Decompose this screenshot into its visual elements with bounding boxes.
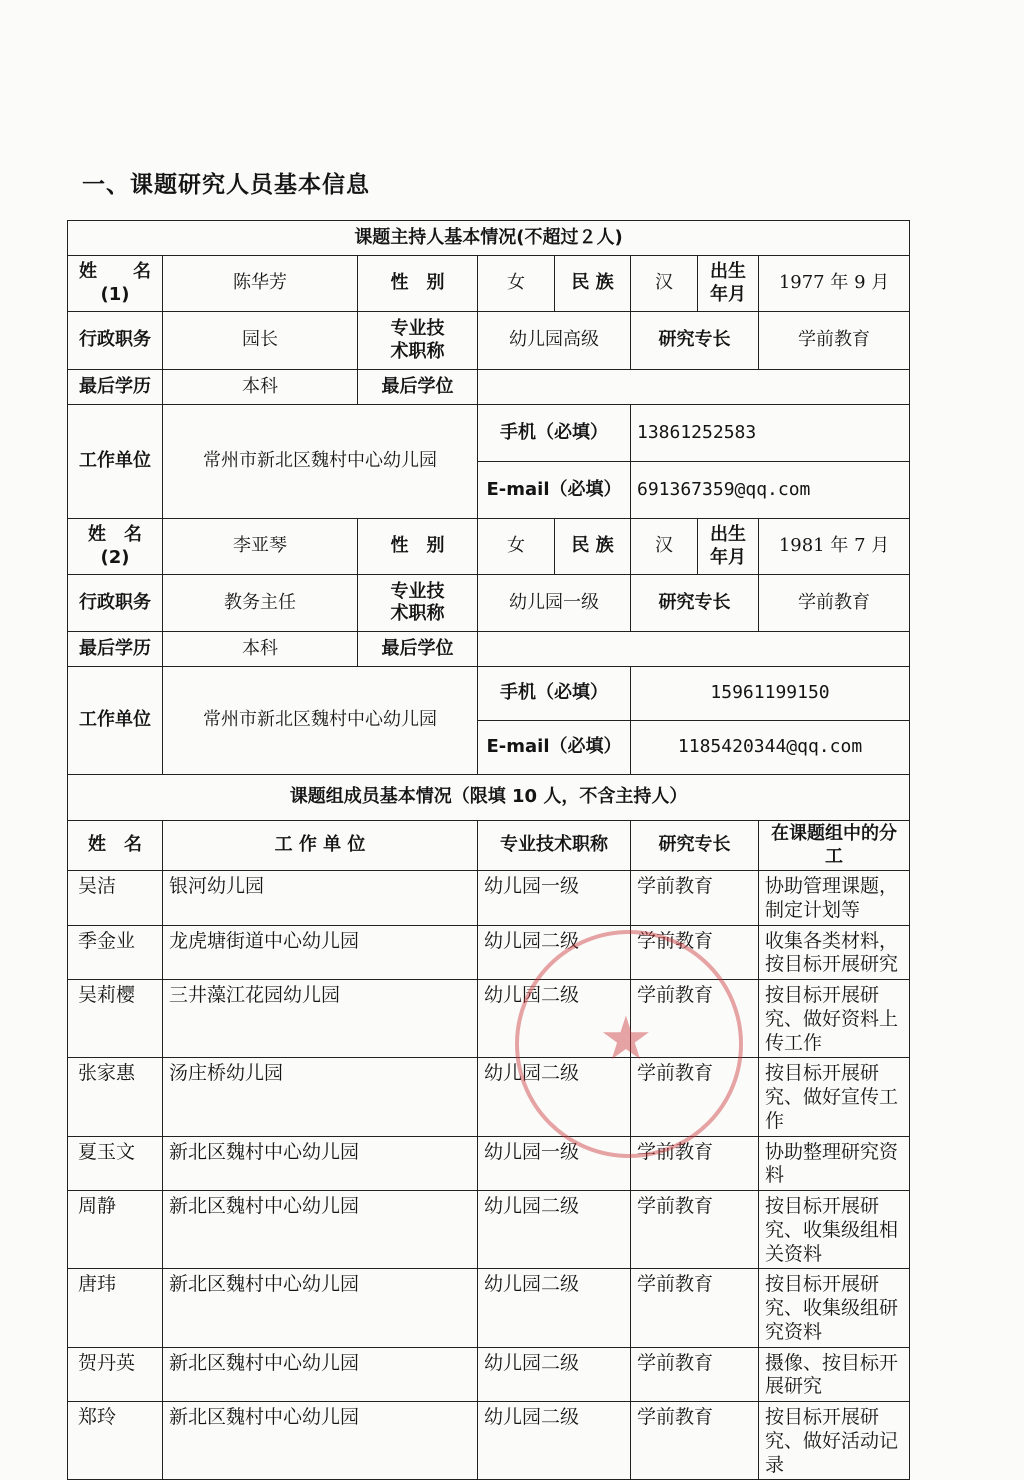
- member-specialty: 学前教育: [631, 871, 759, 926]
- host-2-birth: 1981 年 7 月: [759, 519, 910, 575]
- host-2-degree: [478, 632, 910, 667]
- host-1-degree: [478, 370, 910, 405]
- member-unit: 新北区魏村中心幼儿园: [163, 1347, 478, 1402]
- admin-post-label-2: 行政职务: [68, 575, 163, 632]
- host-1-email: 691367359@qq.com: [631, 462, 910, 519]
- education-label-1: 最后学历: [68, 370, 163, 405]
- member-role: 按目标开展研究、做好宣传工作: [759, 1058, 910, 1136]
- member-name: 夏玉文: [68, 1136, 163, 1191]
- member-role: 协助管理课题，制定计划等: [759, 871, 910, 926]
- name-label-2: 姓 名 (2): [68, 519, 163, 575]
- host-2-gender: 女: [478, 519, 555, 575]
- mobile-label-1: 手机（必填）: [478, 405, 631, 462]
- member-specialty: 学前教育: [631, 1347, 759, 1402]
- star-icon: ★: [599, 1004, 653, 1074]
- researcher-info-table: [67, 220, 910, 1480]
- gender-label-1: 性 别: [358, 256, 478, 312]
- host-1-post: 园长: [163, 312, 358, 370]
- member-role: 按目标开展研究、收集级组研究资料: [759, 1269, 910, 1347]
- member-role: 摄像、按目标开展研究: [759, 1347, 910, 1402]
- member-specialty: 学前教育: [631, 1269, 759, 1347]
- degree-label-2: 最后学位: [358, 632, 478, 667]
- member-name: 郑玲: [68, 1402, 163, 1480]
- member-unit: 龙虎塘街道中心幼儿园: [163, 925, 478, 980]
- member-unit: 银河幼儿园: [163, 871, 478, 926]
- member-title: 幼儿园二级: [478, 1402, 631, 1480]
- table-row: [68, 1058, 910, 1136]
- host-2-mobile: 15961199150: [631, 667, 910, 721]
- host-2-education: 本科: [163, 632, 358, 667]
- member-name: 唐玮: [68, 1269, 163, 1347]
- host-section-title: 课题主持人基本情况(不超过２人): [68, 221, 910, 256]
- table-row: [68, 1402, 910, 1480]
- host-2-unit: 常州市新北区魏村中心幼儿园: [163, 667, 478, 775]
- admin-post-label-1: 行政职务: [68, 312, 163, 370]
- member-unit: 新北区魏村中心幼儿园: [163, 1402, 478, 1480]
- email-label-2: E-mail（必填）: [478, 721, 631, 775]
- member-header-role: 在课题组中的分工: [759, 821, 910, 871]
- member-name: 周静: [68, 1191, 163, 1269]
- member-title: 幼儿园二级: [478, 980, 631, 1058]
- birth-label-2: 出生 年月: [698, 519, 759, 575]
- member-specialty: 学前教育: [631, 925, 759, 980]
- host-2-name: 李亚琴: [163, 519, 358, 575]
- host-1-unit: 常州市新北区魏村中心幼儿园: [163, 405, 478, 519]
- table-row: [68, 980, 910, 1058]
- specialty-label-2: 研究专长: [631, 575, 759, 632]
- member-unit: 新北区魏村中心幼儿园: [163, 1269, 478, 1347]
- host-2-specialty: 学前教育: [759, 575, 910, 632]
- member-unit: 汤庄桥幼儿园: [163, 1058, 478, 1136]
- member-role: 收集各类材料，按目标开展研究: [759, 925, 910, 980]
- member-name: 张家惠: [68, 1058, 163, 1136]
- member-role: 按目标开展研究、做好活动记录: [759, 1402, 910, 1480]
- member-title: 幼儿园一级: [478, 1136, 631, 1191]
- member-header-name: 姓 名: [68, 821, 163, 871]
- member-name: 吴洁: [68, 871, 163, 926]
- member-title: 幼儿园一级: [478, 871, 631, 926]
- name-label-1: 姓 名 (1): [68, 256, 163, 312]
- member-header-unit: 工 作 单 位: [163, 821, 478, 871]
- ethnicity-label-2: 民 族: [555, 519, 631, 575]
- table-row: [68, 1269, 910, 1347]
- pro-title-label-1: 专业技 术职称: [358, 312, 478, 370]
- host-1-specialty: 学前教育: [759, 312, 910, 370]
- member-title: 幼儿园二级: [478, 925, 631, 980]
- member-role: 按目标开展研究、收集级组相关资料: [759, 1191, 910, 1269]
- host-2-title: 幼儿园一级: [478, 575, 631, 632]
- host-1-gender: 女: [478, 256, 555, 312]
- host-1-education: 本科: [163, 370, 358, 405]
- member-specialty: 学前教育: [631, 1402, 759, 1480]
- member-header-specialty: 研究专长: [631, 821, 759, 871]
- member-role: 按目标开展研究、做好资料上传工作: [759, 980, 910, 1058]
- table-row: [68, 1191, 910, 1269]
- table-row: [68, 1347, 910, 1402]
- pro-title-label-2: 专业技 术职称: [358, 575, 478, 632]
- table-row: [68, 1136, 910, 1191]
- member-title: 幼儿园二级: [478, 1347, 631, 1402]
- member-unit: 三井藻江花园幼儿园: [163, 980, 478, 1058]
- members-section-title: 课题组成员基本情况（限填 10 人，不含主持人）: [68, 775, 910, 821]
- birth-label-1: 出生 年月: [698, 256, 759, 312]
- host-2-email: 1185420344@qq.com: [631, 721, 910, 775]
- degree-label-1: 最后学位: [358, 370, 478, 405]
- member-name: 季金业: [68, 925, 163, 980]
- member-specialty: 学前教育: [631, 1191, 759, 1269]
- member-unit: 新北区魏村中心幼儿园: [163, 1136, 478, 1191]
- host-1-name: 陈华芳: [163, 256, 358, 312]
- member-header-title: 专业技术职称: [478, 821, 631, 871]
- ethnicity-label-1: 民 族: [555, 256, 631, 312]
- member-title: 幼儿园二级: [478, 1058, 631, 1136]
- work-unit-label-2: 工作单位: [68, 667, 163, 775]
- host-1-title: 幼儿园高级: [478, 312, 631, 370]
- host-1-birth: 1977 年 9 月: [759, 256, 910, 312]
- member-specialty: 学前教育: [631, 980, 759, 1058]
- education-label-2: 最后学历: [68, 632, 163, 667]
- member-unit: 新北区魏村中心幼儿园: [163, 1191, 478, 1269]
- work-unit-label-1: 工作单位: [68, 405, 163, 519]
- member-name: 吴莉樱: [68, 980, 163, 1058]
- mobile-label-2: 手机（必填）: [478, 667, 631, 721]
- table-row: [68, 871, 910, 926]
- member-specialty: 学前教育: [631, 1136, 759, 1191]
- page-title: 一、课题研究人员基本信息: [82, 172, 370, 198]
- host-1-mobile: 13861252583: [631, 405, 910, 462]
- email-label-1: E-mail（必填）: [478, 462, 631, 519]
- member-name: 贺丹英: [68, 1347, 163, 1402]
- member-specialty: 学前教育: [631, 1058, 759, 1136]
- member-role: 协助整理研究资料: [759, 1136, 910, 1191]
- gender-label-2: 性 别: [358, 519, 478, 575]
- member-title: 幼儿园二级: [478, 1269, 631, 1347]
- host-1-ethnicity: 汉: [631, 256, 698, 312]
- host-2-ethnicity: 汉: [631, 519, 698, 575]
- member-title: 幼儿园二级: [478, 1191, 631, 1269]
- specialty-label-1: 研究专长: [631, 312, 759, 370]
- table-row: [68, 925, 910, 980]
- host-2-post: 教务主任: [163, 575, 358, 632]
